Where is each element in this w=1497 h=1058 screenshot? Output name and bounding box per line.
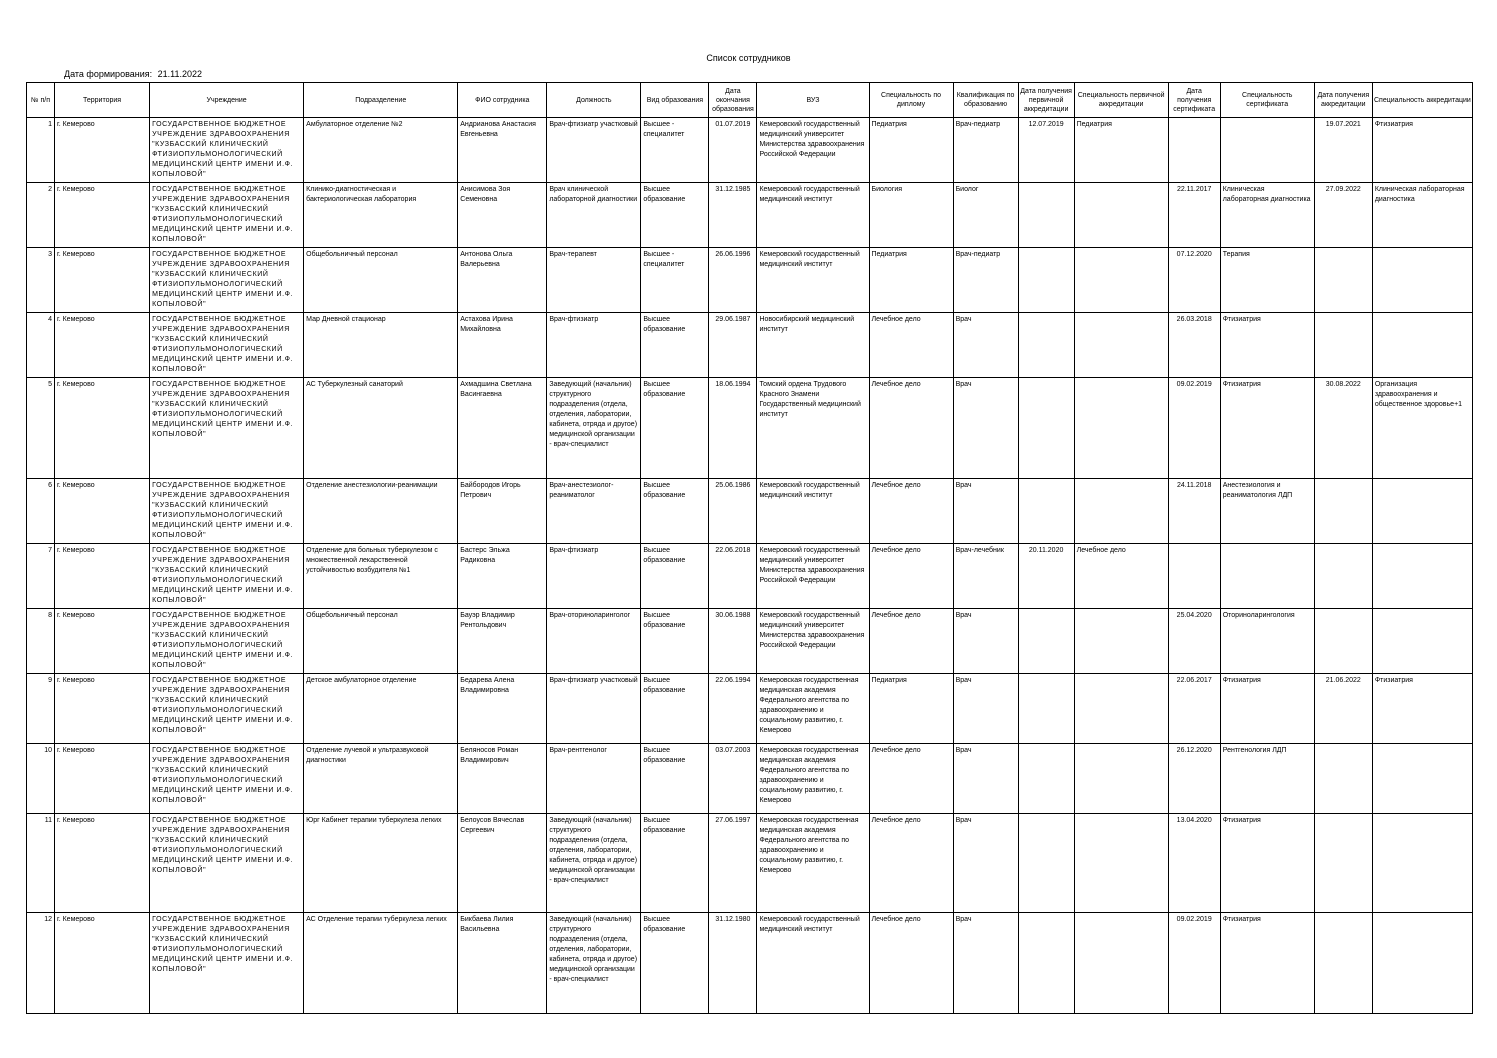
row-number-cell: 5 xyxy=(27,378,55,479)
certificate-date-cell: 22.11.2017 xyxy=(1168,183,1220,248)
territory-cell: г. Кемерово xyxy=(55,248,150,313)
certificate-specialty-cell: Фтизиатрия xyxy=(1220,674,1314,744)
position-cell: Заведующий (начальник) структурного подразделения (отдела, отделения, лаборатории, кабинета, отряда и другое) медицинской организации - врач-специалист xyxy=(547,378,641,479)
employee-name-cell: Беляносов Роман Владимирович xyxy=(458,744,547,814)
diploma-specialty-cell: Лечебное дело xyxy=(869,913,953,1014)
position-cell: Врач-анестезиолог-реаниматолог xyxy=(547,479,641,544)
position-cell: Врач-оториноларинголог xyxy=(547,609,641,674)
accreditation-date-cell: 30.08.2022 xyxy=(1314,378,1372,479)
department-cell: Отделение для больных туберкулезом с множественной лекарственной устойчивостью возбудителя №1 xyxy=(304,544,458,609)
accreditation-date-cell xyxy=(1314,313,1372,378)
table-row xyxy=(27,674,1473,744)
column-header: Специальность аккредитации xyxy=(1372,83,1472,118)
territory-cell: г. Кемерово xyxy=(55,913,150,1014)
report-date xyxy=(64,69,202,79)
certificate-specialty-cell: Рентгенология ЛДП xyxy=(1220,744,1314,814)
primary-accreditation-specialty-cell xyxy=(1074,479,1168,544)
certificate-specialty-cell: Анестезиология и реаниматология ЛДП xyxy=(1220,479,1314,544)
column-header: Специальность по диплому xyxy=(869,83,953,118)
primary-accreditation-specialty-cell xyxy=(1074,913,1168,1014)
table-row xyxy=(27,744,1473,814)
graduation-date-cell: 30.06.1988 xyxy=(709,609,757,674)
employee-name-cell: Андрианова Анастасия Евгеньевна xyxy=(458,118,547,183)
primary-accreditation-specialty-cell xyxy=(1074,183,1168,248)
column-header: Квалификация по образованию xyxy=(953,83,1018,118)
accreditation-specialty-cell xyxy=(1372,609,1472,674)
report-date-label: Дата формирования: xyxy=(64,69,153,79)
primary-accreditation-specialty-cell xyxy=(1074,609,1168,674)
territory-cell: г. Кемерово xyxy=(55,313,150,378)
employee-name-cell: Бастерс Эльжа Радиковна xyxy=(458,544,547,609)
primary-accreditation-date-cell xyxy=(1018,313,1074,378)
certificate-specialty-cell xyxy=(1220,544,1314,609)
row-number-cell: 8 xyxy=(27,609,55,674)
diploma-specialty-cell: Лечебное дело xyxy=(869,313,953,378)
university-cell: Кемеровский государственный медицинский университет Министерства здравоохранения Российской Федерации xyxy=(757,118,869,183)
table-row xyxy=(27,814,1473,913)
primary-accreditation-date-cell xyxy=(1018,479,1074,544)
column-header: Вид образования xyxy=(641,83,709,118)
accreditation-date-cell xyxy=(1314,248,1372,313)
education-type-cell: Высшее образование xyxy=(641,609,709,674)
certificate-date-cell: 26.03.2018 xyxy=(1168,313,1220,378)
position-cell: Заведующий (начальник) структурного подразделения (отдела, отделения, лаборатории, кабинета, отряда и другое) медицинской организации - врач-специалист xyxy=(547,913,641,1014)
territory-cell: г. Кемерово xyxy=(55,378,150,479)
row-number-cell: 7 xyxy=(27,544,55,609)
certificate-date-cell xyxy=(1168,544,1220,609)
institution-cell: ГОСУДАРСТВЕННОЕ БЮДЖЕТНОЕ УЧРЕЖДЕНИЕ ЗДРАВООХРАНЕНИЯ "КУЗБАССКИЙ КЛИНИЧЕСКИЙ ФТИЗИОПУЛЬМОНОЛОГИЧЕСКИЙ МЕДИЦИНСКИЙ ЦЕНТР ИМЕНИ И.Ф. КОПЫЛОВОЙ" xyxy=(150,609,304,674)
primary-accreditation-specialty-cell: Педиатрия xyxy=(1074,118,1168,183)
position-cell: Врач-терапевт xyxy=(547,248,641,313)
territory-cell: г. Кемерово xyxy=(55,814,150,913)
certificate-specialty-cell: Фтизиатрия xyxy=(1220,913,1314,1014)
university-cell: Кемеровский государственный медицинский университет Министерства здравоохранения Российской Федерации xyxy=(757,544,869,609)
territory-cell: г. Кемерово xyxy=(55,609,150,674)
diploma-specialty-cell: Лечебное дело xyxy=(869,744,953,814)
employee-name-cell: Белоусов Вячеслав Сергеевич xyxy=(458,814,547,913)
territory-cell: г. Кемерово xyxy=(55,544,150,609)
certificate-specialty-cell: Оториноларингология xyxy=(1220,609,1314,674)
table-row xyxy=(27,313,1473,378)
diploma-specialty-cell: Лечебное дело xyxy=(869,479,953,544)
table-row xyxy=(27,378,1473,479)
accreditation-date-cell xyxy=(1314,479,1372,544)
certificate-specialty-cell: Клиническая лабораторная диагностика xyxy=(1220,183,1314,248)
university-cell: Кемеровская государственная медицинская академия Федерального агентства по здравоохранению и социальному развитию, г. Кемерово xyxy=(757,674,869,744)
column-header: Учреждение xyxy=(150,83,304,118)
institution-cell: ГОСУДАРСТВЕННОЕ БЮДЖЕТНОЕ УЧРЕЖДЕНИЕ ЗДРАВООХРАНЕНИЯ "КУЗБАССКИЙ КЛИНИЧЕСКИЙ ФТИЗИОПУЛЬМОНОЛОГИЧЕСКИЙ МЕДИЦИНСКИЙ ЦЕНТР ИМЕНИ И.Ф. КОПЫЛОВОЙ" xyxy=(150,248,304,313)
department-cell: Общебольничный персонал xyxy=(304,609,458,674)
table-row xyxy=(27,544,1473,609)
graduation-date-cell: 18.06.1994 xyxy=(709,378,757,479)
primary-accreditation-date-cell xyxy=(1018,744,1074,814)
primary-accreditation-date-cell: 12.07.2019 xyxy=(1018,118,1074,183)
row-number-cell: 3 xyxy=(27,248,55,313)
table-row xyxy=(27,118,1473,183)
education-type-cell: Высшее образование xyxy=(641,378,709,479)
graduation-date-cell: 03.07.2003 xyxy=(709,744,757,814)
primary-accreditation-date-cell xyxy=(1018,913,1074,1014)
accreditation-specialty-cell xyxy=(1372,544,1472,609)
institution-cell: ГОСУДАРСТВЕННОЕ БЮДЖЕТНОЕ УЧРЕЖДЕНИЕ ЗДРАВООХРАНЕНИЯ "КУЗБАССКИЙ КЛИНИЧЕСКИЙ ФТИЗИОПУЛЬМОНОЛОГИЧЕСКИЙ МЕДИЦИНСКИЙ ЦЕНТР ИМЕНИ И.Ф. КОПЫЛОВОЙ" xyxy=(150,313,304,378)
row-number-cell: 10 xyxy=(27,744,55,814)
certificate-date-cell: 09.02.2019 xyxy=(1168,378,1220,479)
certificate-specialty-cell: Фтизиатрия xyxy=(1220,378,1314,479)
employee-name-cell: Ахмадшина Светлана Васингаевна xyxy=(458,378,547,479)
column-header: Специальность сертификата xyxy=(1220,83,1314,118)
territory-cell: г. Кемерово xyxy=(55,674,150,744)
graduation-date-cell: 31.12.1980 xyxy=(709,913,757,1014)
department-cell: Детское амбулаторное отделение xyxy=(304,674,458,744)
employee-name-cell: Антонова Ольга Валерьевна xyxy=(458,248,547,313)
territory-cell: г. Кемерово xyxy=(55,183,150,248)
graduation-date-cell: 29.06.1987 xyxy=(709,313,757,378)
column-header: Дата получения сертификата xyxy=(1168,83,1220,118)
column-header: Территория xyxy=(55,83,150,118)
primary-accreditation-date-cell: 20.11.2020 xyxy=(1018,544,1074,609)
primary-accreditation-specialty-cell xyxy=(1074,313,1168,378)
qualification-cell: Врач xyxy=(953,913,1018,1014)
education-type-cell: Высшее образование xyxy=(641,814,709,913)
department-cell: Отделение анестезиологии-реанимации xyxy=(304,479,458,544)
table-row xyxy=(27,913,1473,1014)
diploma-specialty-cell: Лечебное дело xyxy=(869,544,953,609)
territory-cell: г. Кемерово xyxy=(55,118,150,183)
diploma-specialty-cell: Лечебное дело xyxy=(869,609,953,674)
education-type-cell: Высшее - специалитет xyxy=(641,118,709,183)
position-cell: Врач-рентгенолог xyxy=(547,744,641,814)
accreditation-specialty-cell: Организация здравоохранения и общественное здоровье+1 xyxy=(1372,378,1472,479)
department-cell: Амбулаторное отделение №2 xyxy=(304,118,458,183)
diploma-specialty-cell: Лечебное дело xyxy=(869,814,953,913)
accreditation-date-cell xyxy=(1314,544,1372,609)
column-header: Должность xyxy=(547,83,641,118)
accreditation-date-cell xyxy=(1314,814,1372,913)
column-header: Дата получения аккредитации xyxy=(1314,83,1372,118)
table-row xyxy=(27,609,1473,674)
primary-accreditation-date-cell xyxy=(1018,814,1074,913)
university-cell: Кемеровский государственный медицинский институт xyxy=(757,913,869,1014)
accreditation-specialty-cell xyxy=(1372,479,1472,544)
diploma-specialty-cell: Биология xyxy=(869,183,953,248)
university-cell: Кемеровский государственный медицинский институт xyxy=(757,479,869,544)
document-title: Список сотрудников xyxy=(706,53,791,63)
accreditation-date-cell xyxy=(1314,609,1372,674)
institution-cell: ГОСУДАРСТВЕННОЕ БЮДЖЕТНОЕ УЧРЕЖДЕНИЕ ЗДРАВООХРАНЕНИЯ "КУЗБАССКИЙ КЛИНИЧЕСКИЙ ФТИЗИОПУЛЬМОНОЛОГИЧЕСКИЙ МЕДИЦИНСКИЙ ЦЕНТР ИМЕНИ И.Ф. КОПЫЛОВОЙ" xyxy=(150,118,304,183)
table-body xyxy=(27,118,1473,1014)
graduation-date-cell: 26.06.1996 xyxy=(709,248,757,313)
diploma-specialty-cell: Педиатрия xyxy=(869,674,953,744)
certificate-date-cell: 13.04.2020 xyxy=(1168,814,1220,913)
accreditation-specialty-cell xyxy=(1372,313,1472,378)
column-header: ВУЗ xyxy=(757,83,869,118)
accreditation-specialty-cell xyxy=(1372,248,1472,313)
column-header: Дата получения первичной аккредитации xyxy=(1018,83,1074,118)
department-cell: Отделение лучевой и ультразвуковой диагностики xyxy=(304,744,458,814)
university-cell: Томский ордена Трудового Красного Знамени Государственный медицинский институт xyxy=(757,378,869,479)
primary-accreditation-specialty-cell xyxy=(1074,814,1168,913)
row-number-cell: 12 xyxy=(27,913,55,1014)
diploma-specialty-cell: Лечебное дело xyxy=(869,378,953,479)
qualification-cell: Врач xyxy=(953,814,1018,913)
primary-accreditation-specialty-cell xyxy=(1074,674,1168,744)
education-type-cell: Высшее образование xyxy=(641,674,709,744)
qualification-cell: Врач-лечебник xyxy=(953,544,1018,609)
department-cell: Мар Дневной стационар xyxy=(304,313,458,378)
graduation-date-cell: 22.06.1994 xyxy=(709,674,757,744)
certificate-date-cell: 07.12.2020 xyxy=(1168,248,1220,313)
primary-accreditation-date-cell xyxy=(1018,248,1074,313)
diploma-specialty-cell: Педиатрия xyxy=(869,118,953,183)
university-cell: Кемеровский государственный медицинский университет Министерства здравоохранения Российской Федерации xyxy=(757,609,869,674)
territory-cell: г. Кемерово xyxy=(55,744,150,814)
row-number-cell: 9 xyxy=(27,674,55,744)
education-type-cell: Высшее образование xyxy=(641,913,709,1014)
column-header: ФИО сотрудника xyxy=(458,83,547,118)
row-number-cell: 1 xyxy=(27,118,55,183)
graduation-date-cell: 31.12.1985 xyxy=(709,183,757,248)
primary-accreditation-specialty-cell xyxy=(1074,248,1168,313)
department-cell: АС Туберкулезный санаторий xyxy=(304,378,458,479)
department-cell: Юрг Кабинет терапии туберкулеза легких xyxy=(304,814,458,913)
university-cell: Кемеровский государственный медицинский институт xyxy=(757,183,869,248)
primary-accreditation-date-cell xyxy=(1018,609,1074,674)
institution-cell: ГОСУДАРСТВЕННОЕ БЮДЖЕТНОЕ УЧРЕЖДЕНИЕ ЗДРАВООХРАНЕНИЯ "КУЗБАССКИЙ КЛИНИЧЕСКИЙ ФТИЗИОПУЛЬМОНОЛОГИЧЕСКИЙ МЕДИЦИНСКИЙ ЦЕНТР ИМЕНИ И.Ф. КОПЫЛОВОЙ" xyxy=(150,744,304,814)
accreditation-date-cell xyxy=(1314,744,1372,814)
qualification-cell: Врач xyxy=(953,313,1018,378)
qualification-cell: Врач xyxy=(953,609,1018,674)
position-cell: Врач-фтизиатр xyxy=(547,313,641,378)
institution-cell: ГОСУДАРСТВЕННОЕ БЮДЖЕТНОЕ УЧРЕЖДЕНИЕ ЗДРАВООХРАНЕНИЯ "КУЗБАССКИЙ КЛИНИЧЕСКИЙ ФТИЗИОПУЛЬМОНОЛОГИЧЕСКИЙ МЕДИЦИНСКИЙ ЦЕНТР ИМЕНИ И.Ф. КОПЫЛОВОЙ" xyxy=(150,544,304,609)
accreditation-date-cell: 21.06.2022 xyxy=(1314,674,1372,744)
graduation-date-cell: 22.06.2018 xyxy=(709,544,757,609)
primary-accreditation-specialty-cell xyxy=(1074,378,1168,479)
education-type-cell: Высшее образование xyxy=(641,544,709,609)
qualification-cell: Врач xyxy=(953,378,1018,479)
position-cell: Врач-фтизиатр xyxy=(547,544,641,609)
certificate-specialty-cell: Терапия xyxy=(1220,248,1314,313)
university-cell: Кемеровский государственный медицинский институт xyxy=(757,248,869,313)
education-type-cell: Высшее - специалитет xyxy=(641,248,709,313)
employee-name-cell: Бауэр Владимир Рентольдович xyxy=(458,609,547,674)
institution-cell: ГОСУДАРСТВЕННОЕ БЮДЖЕТНОЕ УЧРЕЖДЕНИЕ ЗДРАВООХРАНЕНИЯ "КУЗБАССКИЙ КЛИНИЧЕСКИЙ ФТИЗИОПУЛЬМОНОЛОГИЧЕСКИЙ МЕДИЦИНСКИЙ ЦЕНТР ИМЕНИ И.Ф. КОПЫЛОВОЙ" xyxy=(150,913,304,1014)
employee-name-cell: Астахова Ирина Михайловна xyxy=(458,313,547,378)
education-type-cell: Высшее образование xyxy=(641,313,709,378)
primary-accreditation-date-cell xyxy=(1018,183,1074,248)
accreditation-specialty-cell: Фтизиатрия xyxy=(1372,118,1472,183)
university-cell: Кемеровская государственная медицинская академия Федерального агентства по здравоохранению и социальному развитию, г. Кемерово xyxy=(757,814,869,913)
table-row xyxy=(27,248,1473,313)
department-cell: АС Отделение терапии туберкулеза легких xyxy=(304,913,458,1014)
institution-cell: ГОСУДАРСТВЕННОЕ БЮДЖЕТНОЕ УЧРЕЖДЕНИЕ ЗДРАВООХРАНЕНИЯ "КУЗБАССКИЙ КЛИНИЧЕСКИЙ ФТИЗИОПУЛЬМОНОЛОГИЧЕСКИЙ МЕДИЦИНСКИЙ ЦЕНТР ИМЕНИ И.Ф. КОПЫЛОВОЙ" xyxy=(150,378,304,479)
row-number-cell: 4 xyxy=(27,313,55,378)
qualification-cell: Врач-педиатр xyxy=(953,118,1018,183)
certificate-date-cell: 26.12.2020 xyxy=(1168,744,1220,814)
institution-cell: ГОСУДАРСТВЕННОЕ БЮДЖЕТНОЕ УЧРЕЖДЕНИЕ ЗДРАВООХРАНЕНИЯ "КУЗБАССКИЙ КЛИНИЧЕСКИЙ ФТИЗИОПУЛЬМОНОЛОГИЧЕСКИЙ МЕДИЦИНСКИЙ ЦЕНТР ИМЕНИ И.Ф. КОПЫЛОВОЙ" xyxy=(150,183,304,248)
accreditation-specialty-cell xyxy=(1372,913,1472,1014)
row-number-cell: 2 xyxy=(27,183,55,248)
position-cell: Врач-фтизиатр участковый xyxy=(547,118,641,183)
accreditation-specialty-cell: Клиническая лабораторная диагностика xyxy=(1372,183,1472,248)
education-type-cell: Высшее образование xyxy=(641,183,709,248)
table-row xyxy=(27,479,1473,544)
accreditation-date-cell xyxy=(1314,913,1372,1014)
primary-accreditation-date-cell xyxy=(1018,674,1074,744)
row-number-cell: 6 xyxy=(27,479,55,544)
table-header-row xyxy=(27,83,1473,118)
column-header: Подразделение xyxy=(304,83,458,118)
university-cell: Кемеровская государственная медицинская академия Федерального агентства по здравоохранению и социальному развитию, г. Кемерово xyxy=(757,744,869,814)
primary-accreditation-specialty-cell xyxy=(1074,744,1168,814)
certificate-date-cell xyxy=(1168,118,1220,183)
report-date-value: 21.11.2022 xyxy=(157,69,203,79)
position-cell: Врач клинической лабораторной диагностики xyxy=(547,183,641,248)
accreditation-date-cell: 27.09.2022 xyxy=(1314,183,1372,248)
certificate-specialty-cell: Фтизиатрия xyxy=(1220,814,1314,913)
university-cell: Новосибирский медицинский институт xyxy=(757,313,869,378)
certificate-date-cell: 24.11.2018 xyxy=(1168,479,1220,544)
position-cell: Врач-фтизиатр участковый xyxy=(547,674,641,744)
certificate-date-cell: 22.06.2017 xyxy=(1168,674,1220,744)
column-header: № п/п xyxy=(27,83,55,118)
employee-name-cell: Бикбаева Лилия Васильевна xyxy=(458,913,547,1014)
department-cell: Клинико-диагностическая и бактериологическая лаборатория xyxy=(304,183,458,248)
primary-accreditation-date-cell xyxy=(1018,378,1074,479)
graduation-date-cell: 27.06.1997 xyxy=(709,814,757,913)
certificate-date-cell: 25.04.2020 xyxy=(1168,609,1220,674)
diploma-specialty-cell: Педиатрия xyxy=(869,248,953,313)
table-row xyxy=(27,183,1473,248)
accreditation-specialty-cell xyxy=(1372,814,1472,913)
institution-cell: ГОСУДАРСТВЕННОЕ БЮДЖЕТНОЕ УЧРЕЖДЕНИЕ ЗДРАВООХРАНЕНИЯ "КУЗБАССКИЙ КЛИНИЧЕСКИЙ ФТИЗИОПУЛЬМОНОЛОГИЧЕСКИЙ МЕДИЦИНСКИЙ ЦЕНТР ИМЕНИ И.Ф. КОПЫЛОВОЙ" xyxy=(150,814,304,913)
position-cell: Заведующий (начальник) структурного подразделения (отдела, отделения, лаборатории, кабинета, отряда и другое) медицинской организации - врач-специалист xyxy=(547,814,641,913)
primary-accreditation-specialty-cell: Лечебное дело xyxy=(1074,544,1168,609)
row-number-cell: 11 xyxy=(27,814,55,913)
employee-name-cell: Байбородов Игорь Петрович xyxy=(458,479,547,544)
staff-table xyxy=(26,82,1473,1014)
certificate-specialty-cell xyxy=(1220,118,1314,183)
department-cell: Общебольничный персонал xyxy=(304,248,458,313)
accreditation-date-cell: 19.07.2021 xyxy=(1314,118,1372,183)
column-header: Дата окончания образования xyxy=(709,83,757,118)
accreditation-specialty-cell xyxy=(1372,744,1472,814)
employee-name-cell: Бедарева Алена Владимировна xyxy=(458,674,547,744)
education-type-cell: Высшее образование xyxy=(641,744,709,814)
qualification-cell: Врач xyxy=(953,479,1018,544)
certificate-date-cell: 09.02.2019 xyxy=(1168,913,1220,1014)
territory-cell: г. Кемерово xyxy=(55,479,150,544)
qualification-cell: Врач xyxy=(953,744,1018,814)
institution-cell: ГОСУДАРСТВЕННОЕ БЮДЖЕТНОЕ УЧРЕЖДЕНИЕ ЗДРАВООХРАНЕНИЯ "КУЗБАССКИЙ КЛИНИЧЕСКИЙ ФТИЗИОПУЛЬМОНОЛОГИЧЕСКИЙ МЕДИЦИНСКИЙ ЦЕНТР ИМЕНИ И.Ф. КОПЫЛОВОЙ" xyxy=(150,674,304,744)
graduation-date-cell: 25.06.1986 xyxy=(709,479,757,544)
column-header: Специальность первичной аккредитации xyxy=(1074,83,1168,118)
employee-name-cell: Анисимова Зоя Семеновна xyxy=(458,183,547,248)
qualification-cell: Врач-педиатр xyxy=(953,248,1018,313)
qualification-cell: Врач xyxy=(953,674,1018,744)
education-type-cell: Высшее образование xyxy=(641,479,709,544)
institution-cell: ГОСУДАРСТВЕННОЕ БЮДЖЕТНОЕ УЧРЕЖДЕНИЕ ЗДРАВООХРАНЕНИЯ "КУЗБАССКИЙ КЛИНИЧЕСКИЙ ФТИЗИОПУЛЬМОНОЛОГИЧЕСКИЙ МЕДИЦИНСКИЙ ЦЕНТР ИМЕНИ И.Ф. КОПЫЛОВОЙ" xyxy=(150,479,304,544)
qualification-cell: Биолог xyxy=(953,183,1018,248)
accreditation-specialty-cell: Фтизиатрия xyxy=(1372,674,1472,744)
graduation-date-cell: 01.07.2019 xyxy=(709,118,757,183)
certificate-specialty-cell: Фтизиатрия xyxy=(1220,313,1314,378)
